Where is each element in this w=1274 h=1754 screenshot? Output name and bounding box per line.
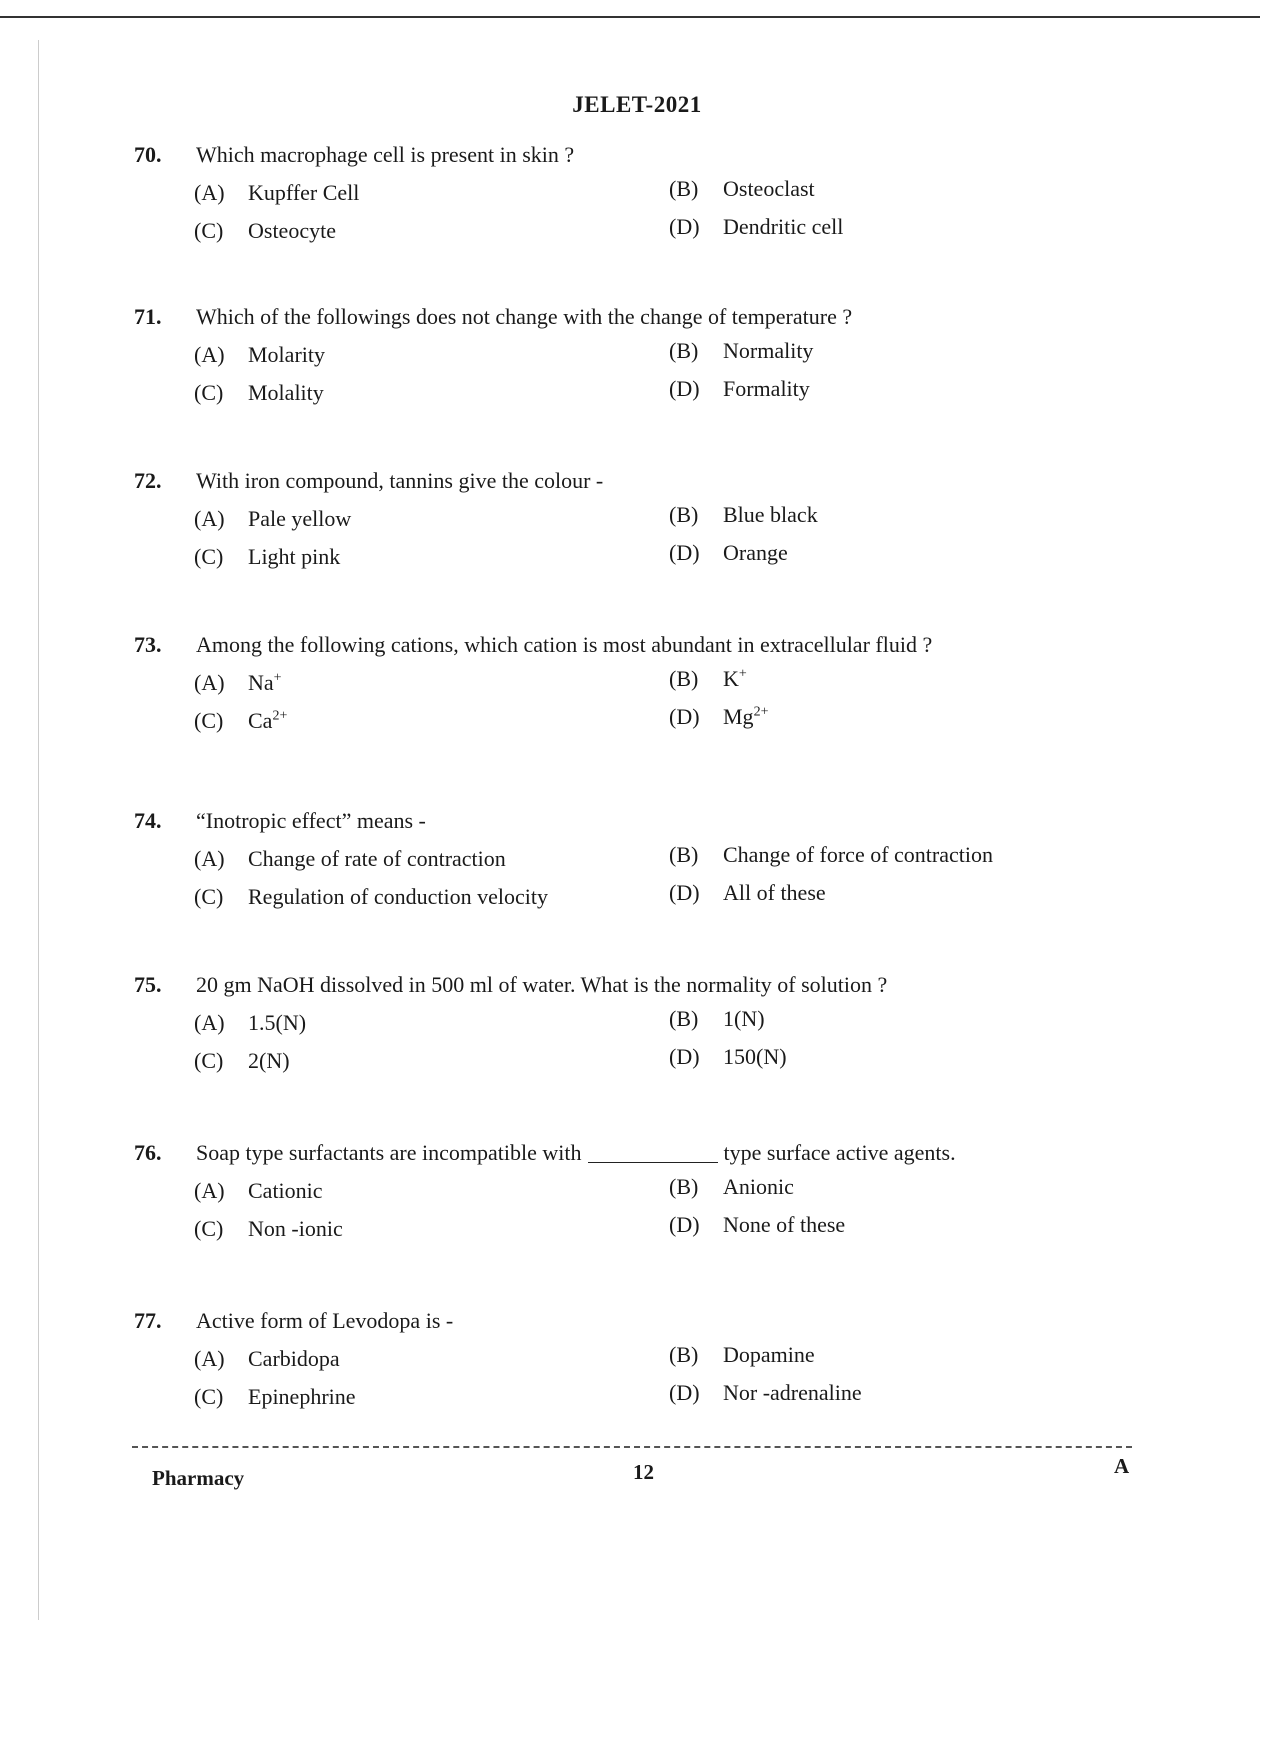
ion-charge: 2+ xyxy=(272,708,288,724)
option-text: Osteoclast xyxy=(723,176,815,201)
question-number: 73. xyxy=(134,632,162,657)
option-letter: (D) xyxy=(669,1044,700,1069)
option-letter: (A) xyxy=(194,1010,225,1035)
option-letter: (B) xyxy=(669,338,699,363)
option-d[interactable] xyxy=(669,540,788,566)
option-letter: (B) xyxy=(669,666,699,691)
question-text xyxy=(196,1140,956,1166)
option-b[interactable] xyxy=(669,338,813,364)
option-a[interactable] xyxy=(194,1346,340,1372)
option-letter: (A) xyxy=(194,1346,225,1371)
question-73 xyxy=(134,632,1114,782)
question-text: Which macrophage cell is present in skin ? xyxy=(196,142,575,167)
ion-symbol: Mg xyxy=(723,704,754,729)
question-number: 74. xyxy=(134,808,162,833)
question-number: 76. xyxy=(134,1140,162,1165)
option-b[interactable] xyxy=(669,842,993,868)
option-letter: (D) xyxy=(669,1212,700,1237)
page-title: JELET-2021 xyxy=(572,92,702,117)
ion-charge: + xyxy=(273,670,282,686)
question-text: Among the following cations, which cation is most abundant in extracellular fluid ? xyxy=(196,632,933,657)
option-c[interactable] xyxy=(194,1384,356,1410)
option-d[interactable] xyxy=(669,880,826,906)
option-letter: (A) xyxy=(194,846,225,871)
option-letter: (B) xyxy=(669,502,699,527)
option-c[interactable] xyxy=(194,884,548,910)
option-a[interactable] xyxy=(194,180,359,206)
option-letter: (C) xyxy=(194,1048,224,1073)
option-letter: (D) xyxy=(669,540,700,565)
question-number: 72. xyxy=(134,468,162,493)
option-letter: (A) xyxy=(194,506,225,531)
option-a[interactable] xyxy=(194,1178,323,1204)
question-76 xyxy=(134,1140,1114,1290)
option-c[interactable] xyxy=(194,218,336,244)
question-number: 70. xyxy=(134,142,162,167)
option-letter: (B) xyxy=(669,842,699,867)
option-text: 1.5(N) xyxy=(248,1010,307,1035)
option-letter: (D) xyxy=(669,376,700,401)
option-letter: (A) xyxy=(194,1178,225,1203)
option-letter: (C) xyxy=(194,380,224,405)
top-border-rule xyxy=(0,16,1260,18)
option-letter: (D) xyxy=(669,880,700,905)
option-letter: (C) xyxy=(194,544,224,569)
question-number: 75. xyxy=(134,972,162,997)
question-set: A xyxy=(1114,1454,1130,1478)
option-b[interactable] xyxy=(669,502,818,528)
option-b[interactable] xyxy=(669,1174,794,1200)
option-letter: (C) xyxy=(194,1216,224,1241)
option-text: Normality xyxy=(723,338,814,363)
option-a[interactable] xyxy=(194,670,282,696)
option-b[interactable] xyxy=(669,1006,765,1032)
page-number: 12 xyxy=(633,1460,654,1484)
option-text: Cationic xyxy=(248,1178,323,1203)
option-letter: (C) xyxy=(194,884,224,909)
option-text: Orange xyxy=(723,540,788,565)
option-text: Kupffer Cell xyxy=(248,180,360,205)
question-74 xyxy=(134,808,1114,958)
option-a[interactable] xyxy=(194,846,506,872)
question-70 xyxy=(134,142,1114,292)
option-letter: (A) xyxy=(194,180,225,205)
option-text: Carbidopa xyxy=(248,1346,340,1371)
option-d[interactable] xyxy=(669,214,843,240)
ion-charge: 2+ xyxy=(753,704,769,720)
footer-divider xyxy=(132,1446,1132,1448)
option-text: Molality xyxy=(248,380,324,405)
option-a[interactable] xyxy=(194,506,351,532)
option-text: Non -ionic xyxy=(248,1216,343,1241)
question-text-after-blank: type surface active agents. xyxy=(723,1140,956,1165)
ion-symbol: K xyxy=(723,666,739,691)
option-a[interactable] xyxy=(194,1010,306,1036)
option-text: Nor -adrenaline xyxy=(723,1380,862,1405)
option-letter: (D) xyxy=(669,704,700,729)
option-text: 150(N) xyxy=(723,1044,787,1069)
option-letter: (D) xyxy=(669,214,700,239)
option-letter: (D) xyxy=(669,1380,700,1405)
option-letter: (B) xyxy=(669,176,699,201)
question-text: Which of the followings does not change with the change of temperature ? xyxy=(196,304,853,329)
option-text: Molarity xyxy=(248,342,325,367)
question-text-before-blank: Soap type surfactants are incompatible with xyxy=(196,1140,582,1165)
option-letter: (B) xyxy=(669,1006,699,1031)
option-letter: (B) xyxy=(669,1174,699,1199)
left-margin-rule xyxy=(38,40,39,1620)
option-text: Epinephrine xyxy=(248,1384,356,1409)
option-letter: (C) xyxy=(194,218,224,243)
question-text: 20 gm NaOH dissolved in 500 ml of water. What is the normality of solution ? xyxy=(196,972,888,997)
option-b[interactable] xyxy=(669,666,747,692)
option-letter: (A) xyxy=(194,670,225,695)
option-text: Dopamine xyxy=(723,1342,815,1367)
option-c[interactable] xyxy=(194,1048,290,1074)
option-letter: (A) xyxy=(194,342,225,367)
option-letter: (B) xyxy=(669,1342,699,1367)
option-letter: (C) xyxy=(194,1384,224,1409)
option-text: Pale yellow xyxy=(248,506,352,531)
option-letter: (C) xyxy=(194,708,224,733)
fill-in-blank xyxy=(588,1162,718,1163)
question-text: “Inotropic effect” means - xyxy=(196,808,426,833)
option-b[interactable] xyxy=(669,1342,815,1368)
option-c[interactable] xyxy=(194,1216,343,1242)
option-d[interactable] xyxy=(669,704,768,730)
question-text: With iron compound, tannins give the colour - xyxy=(196,468,604,493)
option-text: Change of rate of contraction xyxy=(248,846,506,871)
option-d[interactable] xyxy=(669,1380,862,1406)
option-text: Light pink xyxy=(248,544,341,569)
option-text: Dendritic cell xyxy=(723,214,844,239)
question-77 xyxy=(134,1308,1114,1458)
ion-symbol: Na xyxy=(248,670,274,695)
option-d[interactable] xyxy=(669,1212,845,1238)
option-text: Formality xyxy=(723,376,810,401)
question-75 xyxy=(134,972,1114,1122)
question-text: Active form of Levodopa is - xyxy=(196,1308,454,1333)
option-c[interactable] xyxy=(194,544,340,570)
option-a[interactable] xyxy=(194,342,325,368)
option-text: 1(N) xyxy=(723,1006,765,1031)
option-text: Anionic xyxy=(723,1174,794,1199)
option-text: 2(N) xyxy=(248,1048,290,1073)
question-71 xyxy=(134,304,1114,454)
option-text: Change of force of contraction xyxy=(723,842,993,867)
question-72 xyxy=(134,468,1114,618)
option-d[interactable] xyxy=(669,1044,787,1070)
option-b[interactable] xyxy=(669,176,815,202)
option-c[interactable] xyxy=(194,380,324,406)
footer-subject: Pharmacy xyxy=(152,1466,245,1490)
option-text: Osteocyte xyxy=(248,218,336,243)
option-text: All of these xyxy=(723,880,826,905)
question-number: 71. xyxy=(134,304,162,329)
question-number: 77. xyxy=(134,1308,162,1333)
option-c[interactable] xyxy=(194,708,287,734)
option-text: Regulation of conduction velocity xyxy=(248,884,548,909)
option-text: None of these xyxy=(723,1212,846,1237)
option-d[interactable] xyxy=(669,376,810,402)
option-text: Blue black xyxy=(723,502,818,527)
ion-charge: + xyxy=(738,666,747,682)
ion-symbol: Ca xyxy=(248,708,273,733)
